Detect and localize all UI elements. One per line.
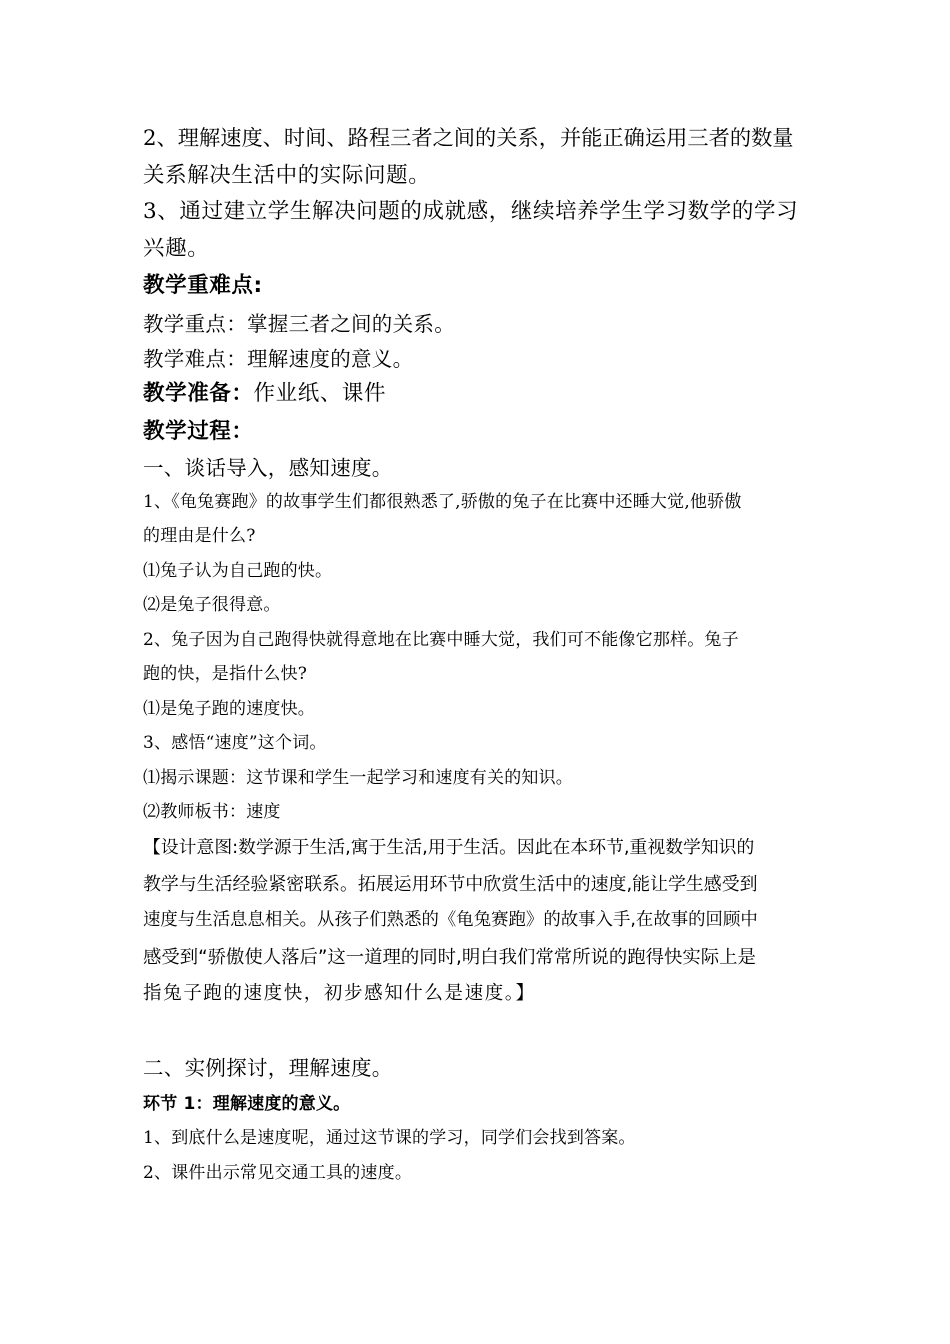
design-intent-line-3: 速度与生活息息相关。从孩子们熟悉的《龟兔赛跑》的故事入手,在故事的回顾中: [143, 910, 758, 930]
preparation-line: [143, 383, 386, 405]
step-2: 2、课件出示常见交通工具的速度。: [143, 1163, 413, 1183]
answer-2: ⑵是兔子很得意。: [143, 595, 281, 615]
design-intent-line-4: 感受到“骄傲使人落后”这一道理的同时,明白我们常常所说的跑得快实际上是: [143, 947, 756, 968]
answer-1: ⑴兔子认为自己跑的快。: [143, 561, 333, 581]
teaching-focus: 教学重点：掌握三者之间的关系。: [143, 312, 455, 336]
objective-2-line-1: 2、理解速度、时间、路程三者之间的关系，并能正确运用三者的数量: [143, 126, 794, 151]
teaching-difficulty: 教学难点：理解速度的意义。: [143, 347, 414, 371]
answer-3: ⑴是兔子跑的速度快。: [143, 699, 315, 719]
section-2-title: 二、实例探讨，理解速度。: [143, 1056, 393, 1080]
design-intent-line-1: 【设计意图:数学源于生活,寓于生活,用于生活。因此在本环节,重视数学知识的: [143, 837, 755, 858]
objective-2-line-2: 关系解决生活中的实际问题。: [143, 163, 431, 188]
answer-5: ⑵教师板书：速度: [143, 802, 281, 822]
key-points-heading: 教学重难点:: [143, 273, 263, 298]
step-1: 1、到底什么是速度呢，通过这节课的学习，同学们会找到答案。: [143, 1128, 636, 1148]
design-intent-line-2: 教学与生活经验紧密联系。拓展运用环节中欣赏生活中的速度,能让学生感受到: [143, 874, 758, 895]
design-intent-line-5: 指兔子跑的速度快，初步感知什么是速度。】: [143, 983, 536, 1004]
section-1-title: 一、谈话导入，感知速度。: [143, 456, 393, 480]
preparation-value: 作业纸、课件: [253, 381, 387, 406]
question-2-line-2: 跑的快，是指什么快?: [143, 664, 308, 684]
question-1-line-2: 的理由是什么?: [143, 526, 256, 546]
question-3: 3、感悟“速度”这个词。: [143, 733, 327, 753]
process-heading: 教学过程：: [143, 419, 254, 444]
objective-3-line-1: 3、通过建立学生解决问题的成就感，继续培养学生学习数学的学习: [143, 199, 799, 224]
preparation-label: 教学准备：: [143, 381, 254, 406]
question-2-line-1: 2、兔子因为自己跑得快就得意地在比赛中睡大觉，我们可不能像它那样。兔子: [143, 630, 739, 650]
objective-3-line-2: 兴趣。: [143, 236, 210, 261]
question-1-line-1: 1、《龟兔赛跑》的故事学生们都很熟悉了,骄傲的兔子在比赛中还睡大觉,他骄傲: [143, 492, 742, 512]
link-1-heading: 环节 1：理解速度的意义。: [143, 1094, 351, 1114]
answer-4: ⑴揭示课题：这节课和学生一起学习和速度有关的知识。: [143, 768, 573, 788]
